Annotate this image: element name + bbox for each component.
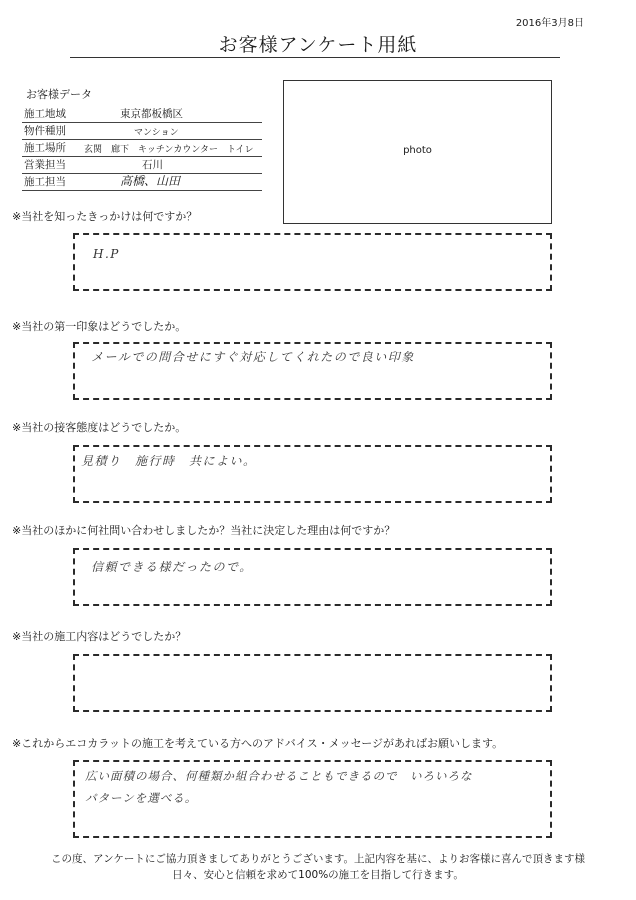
customer-row-installer bbox=[22, 174, 262, 191]
answer-box-3 bbox=[73, 445, 552, 503]
row-label: 施工担当 bbox=[24, 176, 66, 188]
question-4: ※当社のほかに何社問い合わせしましたか？当社に決定した理由は何ですか？ bbox=[12, 524, 396, 537]
answer-4: 信頼できる様だったので。 bbox=[91, 560, 253, 574]
page-title: お客様アンケート用紙 bbox=[218, 34, 418, 56]
answer-6-line-2: パターンを選べる。 bbox=[85, 791, 198, 805]
row-label: 施工場所 bbox=[24, 142, 66, 154]
answer-box-1 bbox=[73, 233, 552, 291]
answer-box-6 bbox=[73, 760, 552, 838]
customer-row-area bbox=[22, 106, 262, 123]
row-value: 玄関 廊下 キッチンカウンター トイレ bbox=[84, 145, 254, 155]
question-3: ※当社の接客態度はどうでしたか。 bbox=[12, 421, 187, 434]
footer-line-2: 日々、安心と信頼を求めて100%の施工を目指して行きます。 bbox=[172, 869, 464, 881]
customer-data-label: お客様データ bbox=[26, 88, 92, 101]
row-value: 東京都板橋区 bbox=[120, 108, 183, 120]
question-2: ※当社の第一印象はどうでしたか。 bbox=[12, 320, 187, 333]
row-value: マンション bbox=[134, 128, 179, 138]
photo-label: photo bbox=[403, 145, 432, 156]
question-6: ※これからエコカラットの施工を考えている方へのアドバイス・メッセージがあればお願いします。 bbox=[12, 737, 504, 750]
row-label: 物件種別 bbox=[24, 125, 66, 137]
row-value: 高橋、山田 bbox=[120, 174, 181, 188]
customer-row-location bbox=[22, 140, 262, 157]
question-1: ※当社を知ったきっかけは何ですか？ bbox=[12, 210, 198, 223]
row-value: 石川 bbox=[142, 159, 163, 171]
question-5: ※当社の施工内容はどうでしたか？ bbox=[12, 630, 187, 643]
survey-date: 2016年3月8日 bbox=[515, 18, 584, 29]
answer-1: H.P bbox=[93, 247, 120, 261]
row-label: 施工地域 bbox=[24, 108, 66, 120]
customer-row-property-type bbox=[22, 123, 262, 140]
photo-placeholder bbox=[283, 80, 552, 224]
answer-6-line-1: 広い面積の場合、何種類か組合わせることもできるので いろいろな bbox=[85, 769, 473, 783]
footer-line-1: この度、アンケートにご協力頂きましてありがとうございます。上記内容を基に、よりお客様に喜んで頂きます様 bbox=[50, 853, 586, 865]
row-label: 営業担当 bbox=[24, 159, 66, 171]
title-underline bbox=[70, 57, 560, 58]
answer-box-2 bbox=[73, 342, 552, 400]
answer-2: メールでの問合せにすぐ対応してくれたので良い印象 bbox=[91, 350, 415, 364]
answer-box-5 bbox=[73, 654, 552, 712]
answer-box-4 bbox=[73, 548, 552, 606]
answer-3: 見積り 施行時 共によい。 bbox=[81, 454, 257, 468]
